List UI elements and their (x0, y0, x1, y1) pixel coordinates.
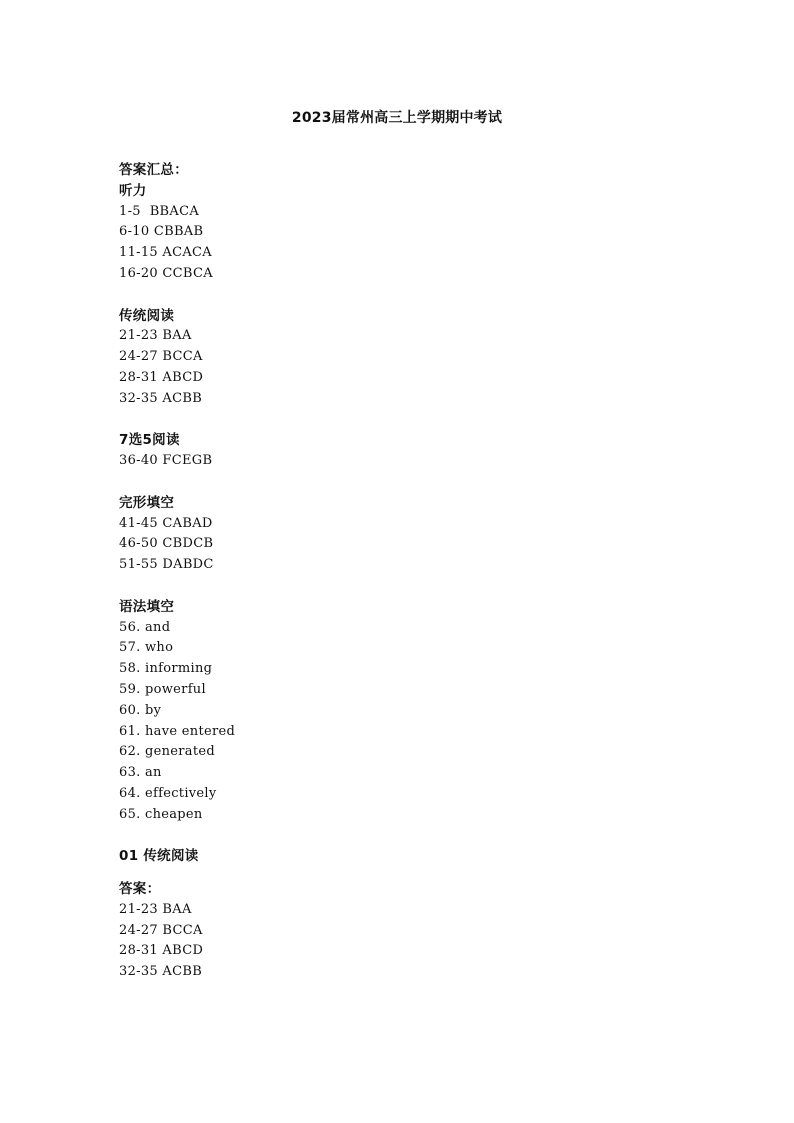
answer-line: 41-45 CABAD (119, 515, 213, 531)
answer-line: 6-10 CBBAB (119, 224, 204, 240)
answer-line: 1-5 BBACA (119, 203, 200, 219)
cloze-block (119, 493, 679, 576)
answer-line: 28-31 ABCD (119, 943, 204, 959)
grammar-block (119, 597, 679, 826)
answer-line: 32-35 ACBB (119, 964, 203, 980)
answer-line: 62. generated (119, 744, 215, 760)
answer-line: 59. powerful (119, 681, 206, 697)
answer-line: 24-27 BCCA (119, 349, 203, 365)
listening-heading: 听力 (119, 182, 147, 199)
answer-label: 答案： (119, 881, 161, 898)
answer-line: 65. cheapen (119, 806, 203, 822)
answer-line: 58. informing (119, 661, 213, 677)
spacer (119, 576, 679, 597)
answer-line: 21-23 BAA (119, 328, 192, 344)
answer-line: 57. who (119, 640, 174, 656)
answer-line: 46-50 CBDCB (119, 536, 214, 552)
answer-summary-section (119, 160, 679, 826)
seven-five-block (119, 430, 679, 472)
answer-line: 11-15 ACACA (119, 245, 212, 261)
summary-heading: 答案汇总： (119, 162, 188, 178)
answer-line: 21-23 BAA (119, 901, 192, 917)
spacer (119, 472, 679, 493)
document-body (119, 160, 679, 983)
reading-block (119, 306, 679, 410)
answer-line: 56. and (119, 619, 171, 635)
reading-heading: 传统阅读 (119, 307, 175, 324)
answer-line: 36-40 FCEGB (119, 453, 213, 469)
document-title: 2023届常州高三上学期期中考试 (291, 110, 503, 126)
spacer (119, 867, 679, 879)
grammar-heading: 语法填空 (119, 598, 175, 615)
spacer (119, 410, 679, 431)
section-01-heading: 01 传统阅读 (119, 848, 199, 865)
answer-line: 60. by (119, 702, 162, 718)
cloze-heading: 完形填空 (119, 494, 175, 511)
answer-line: 64. effectively (119, 785, 217, 801)
seven-five-heading: 7选5阅读 (119, 432, 180, 449)
section-01 (119, 846, 679, 983)
answer-line: 28-31 ABCD (119, 369, 204, 385)
answer-line: 32-35 ACBB (119, 390, 203, 406)
answer-line: 24-27 BCCA (119, 922, 203, 938)
listening-block (119, 181, 679, 285)
answer-line: 61. have entered (119, 723, 236, 739)
spacer (119, 285, 679, 306)
answer-line: 51-55 DABDC (119, 557, 214, 573)
answer-line: 63. an (119, 765, 162, 781)
answer-line: 16-20 CCBCA (119, 265, 213, 281)
spacer (119, 826, 679, 847)
